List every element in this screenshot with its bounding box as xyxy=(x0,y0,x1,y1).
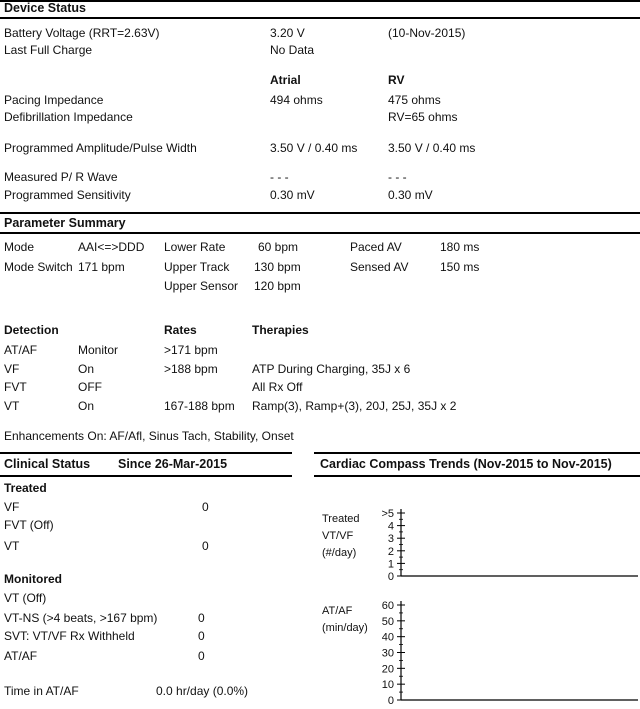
sensed-av-value: 150 ms xyxy=(440,260,480,274)
lower-rate-label: Lower Rate xyxy=(164,240,226,254)
chart-ylabel: (min/day) xyxy=(322,622,368,634)
detection-status: On xyxy=(78,399,95,413)
clinical-status-bottom-rule xyxy=(0,475,292,477)
defib-impedance-rv: RV=65 ohms xyxy=(388,110,458,124)
pacing-impedance-atrial: 494 ohms xyxy=(270,93,323,107)
prog-amplitude-label: Programmed Amplitude/Pulse Width xyxy=(4,141,197,155)
col-rv-header: RV xyxy=(388,73,405,87)
clinical-status-top-rule xyxy=(0,452,292,454)
detection-therapy: All Rx Off xyxy=(252,380,303,394)
detection-header: Detection xyxy=(4,323,59,337)
treated-label: VT xyxy=(4,539,20,553)
detection-therapy: Ramp(3), Ramp+(3), 20J, 25J, 35J x 2 xyxy=(252,399,457,413)
chart-tick-label: 40 xyxy=(381,631,394,644)
last-charge-label: Last Full Charge xyxy=(4,43,93,57)
measured-wave-label: Measured P/ R Wave xyxy=(4,170,118,184)
time-in-ataf-label: Time in AT/AF xyxy=(4,684,79,698)
battery-date: (10-Nov-2015) xyxy=(388,26,466,40)
therapies-header: Therapies xyxy=(252,323,309,337)
cardiac-compass-bottom-rule xyxy=(314,475,640,477)
device-status-top-rule xyxy=(0,0,640,2)
pacing-impedance-rv: 475 ohms xyxy=(388,93,441,107)
chart-tick-label: 50 xyxy=(381,615,394,628)
defib-impedance-label: Defibrillation Impedance xyxy=(4,110,133,124)
cardiac-compass-top-rule xyxy=(314,452,640,454)
treated-label: VF xyxy=(4,500,20,514)
chart-tick-label: 2 xyxy=(387,545,394,558)
sensitivity-atrial: 0.30 mV xyxy=(270,188,315,202)
cardiac-compass-charts xyxy=(314,479,640,709)
device-status-bottom-rule xyxy=(0,17,640,19)
last-charge-value: No Data xyxy=(270,43,315,57)
detection-status: Monitor xyxy=(78,343,119,357)
monitored-label: AT/AF xyxy=(4,649,38,663)
chart-tick-label: 0 xyxy=(387,571,394,583)
chart-tick-label: 10 xyxy=(381,679,394,692)
chart-tick-label: 1 xyxy=(387,558,394,571)
monitored-value: 0 xyxy=(198,629,205,643)
measured-wave-atrial: - - - xyxy=(270,170,289,184)
mode-switch-value: 171 bpm xyxy=(78,260,125,274)
chart-ylabel: (#/day) xyxy=(322,547,357,559)
detection-zone: AT/AF xyxy=(4,343,38,357)
pacing-impedance-label: Pacing Impedance xyxy=(4,93,104,107)
sensitivity-label: Programmed Sensitivity xyxy=(4,188,131,202)
chart-ylabel: AT/AF xyxy=(322,605,353,617)
upper-track-label: Upper Track xyxy=(164,260,230,274)
battery-label: Battery Voltage (RRT=2.63V) xyxy=(4,26,160,40)
treated-value: 0 xyxy=(202,539,209,553)
detection-status: OFF xyxy=(78,380,102,394)
prog-amplitude-rv: 3.50 V / 0.40 ms xyxy=(388,141,476,155)
prog-amplitude-atrial: 3.50 V / 0.40 ms xyxy=(270,141,358,155)
detection-therapy: ATP During Charging, 35J x 6 xyxy=(252,362,411,376)
chart-tick-label: 60 xyxy=(381,600,394,612)
rates-header: Rates xyxy=(164,323,197,337)
mode-switch-label: Mode Switch xyxy=(4,260,73,274)
parameter-summary-top-rule xyxy=(0,212,640,214)
detection-status: On xyxy=(78,362,95,376)
monitored-value: 0 xyxy=(198,649,205,663)
monitored-heading: Monitored xyxy=(4,572,62,586)
monitored-label: SVT: VT/VF Rx Withheld xyxy=(4,629,135,643)
monitored-value: 0 xyxy=(198,611,205,625)
detection-rate: 167-188 bpm xyxy=(164,399,235,413)
device-status-title: Device Status xyxy=(4,1,86,15)
monitored-label: VT (Off) xyxy=(4,591,47,605)
paced-av-value: 180 ms xyxy=(440,240,480,254)
detection-rate: >188 bpm xyxy=(164,362,218,376)
treated-label: FVT (Off) xyxy=(4,518,54,532)
detection-zone: FVT xyxy=(4,380,27,394)
chart-ylabel: Treated xyxy=(322,513,360,525)
sensitivity-rv: 0.30 mV xyxy=(388,188,433,202)
measured-wave-rv: - - - xyxy=(388,170,407,184)
detection-rate: >171 bpm xyxy=(164,343,218,357)
clinical-status-title: Clinical Status xyxy=(4,457,91,471)
chart-tick-label: 0 xyxy=(387,695,394,707)
treated-heading: Treated xyxy=(4,481,47,495)
battery-value: 3.20 V xyxy=(270,26,305,40)
col-atrial-header: Atrial xyxy=(270,73,301,87)
upper-sensor-value: 120 bpm xyxy=(254,279,301,293)
sensed-av-label: Sensed AV xyxy=(350,260,409,274)
chart-tick-label: 20 xyxy=(381,663,394,676)
upper-sensor-label: Upper Sensor xyxy=(164,279,239,293)
upper-track-value: 130 bpm xyxy=(254,260,301,274)
parameter-summary-title: Parameter Summary xyxy=(4,216,126,230)
detection-zone: VT xyxy=(4,399,20,413)
lower-rate-value: 60 bpm xyxy=(258,240,299,254)
mode-value: AAI<=>DDD xyxy=(78,240,145,254)
cardiac-compass-title: Cardiac Compass Trends (Nov-2015 to Nov-2015) xyxy=(320,457,612,471)
paced-av-label: Paced AV xyxy=(350,240,402,254)
treated-value: 0 xyxy=(202,500,209,514)
parameter-summary-bottom-rule xyxy=(0,232,640,234)
chart-tick-label: 3 xyxy=(387,533,394,546)
chart-tick-label: >5 xyxy=(381,508,394,520)
chart-tick-label: 4 xyxy=(387,520,394,533)
mode-label: Mode xyxy=(4,240,35,254)
clinical-status-since: Since 26-Mar-2015 xyxy=(118,457,228,471)
detection-zone: VF xyxy=(4,362,20,376)
monitored-label: VT-NS (>4 beats, >167 bpm) xyxy=(4,611,158,625)
chart-tick-label: 30 xyxy=(381,647,394,660)
chart-ylabel: VT/VF xyxy=(322,530,354,542)
time-in-ataf-value: 0.0 hr/day (0.0%) xyxy=(156,684,249,698)
enhancements-text: Enhancements On: AF/Afl, Sinus Tach, Stability, Onset xyxy=(4,429,294,443)
